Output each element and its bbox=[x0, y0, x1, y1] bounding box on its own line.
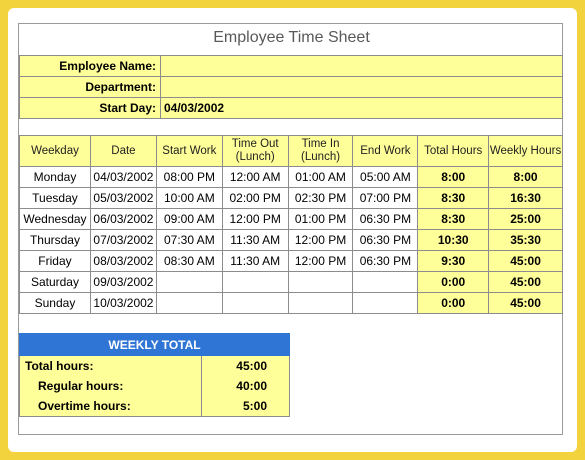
overtime-hours-label: Overtime hours: bbox=[20, 396, 202, 417]
computed-hours-cell: 8:00 bbox=[489, 167, 563, 188]
time-entry-cell[interactable]: 05:00 AM bbox=[353, 167, 418, 188]
time-entry-cell[interactable]: 08:00 PM bbox=[156, 167, 222, 188]
table-cell: Saturday bbox=[20, 272, 91, 293]
time-entry-cell[interactable]: 12:00 PM bbox=[288, 230, 353, 251]
table-cell: Friday bbox=[20, 251, 91, 272]
computed-hours-cell: 9:30 bbox=[418, 251, 489, 272]
time-entry-cell[interactable]: 06:30 PM bbox=[353, 209, 418, 230]
start-day-field[interactable]: 04/03/2002 bbox=[161, 98, 563, 119]
table-cell: 08/03/2002 bbox=[90, 251, 156, 272]
table-cell: 09/03/2002 bbox=[90, 272, 156, 293]
time-entry-cell[interactable] bbox=[222, 272, 288, 293]
overtime-hours-row bbox=[20, 396, 290, 417]
table-row bbox=[20, 251, 563, 272]
computed-hours-cell: 45:00 bbox=[489, 251, 563, 272]
table-row bbox=[20, 209, 563, 230]
start-day-row bbox=[20, 98, 563, 119]
employee-info-table bbox=[19, 55, 563, 119]
time-entry-cell[interactable]: 12:00 PM bbox=[222, 209, 288, 230]
table-cell: Sunday bbox=[20, 293, 91, 314]
time-entry-cell[interactable] bbox=[288, 293, 353, 314]
start-day-label: Start Day: bbox=[20, 98, 161, 119]
total-hours-label: Total hours: bbox=[20, 356, 202, 377]
regular-hours-label: Regular hours: bbox=[20, 376, 202, 396]
time-entry-cell[interactable] bbox=[288, 272, 353, 293]
column-header: Time Out (Lunch) bbox=[222, 136, 288, 167]
time-entry-cell[interactable]: 02:00 PM bbox=[222, 188, 288, 209]
regular-hours-row bbox=[20, 376, 290, 396]
time-entry-cell[interactable] bbox=[222, 293, 288, 314]
time-entry-cell[interactable]: 12:00 AM bbox=[222, 167, 288, 188]
time-entry-cell[interactable] bbox=[156, 272, 222, 293]
computed-hours-cell: 8:30 bbox=[418, 188, 489, 209]
column-header: Start Work bbox=[156, 136, 222, 167]
department-label: Department: bbox=[20, 77, 161, 98]
column-header: Date bbox=[90, 136, 156, 167]
time-entry-cell[interactable]: 07:30 AM bbox=[156, 230, 222, 251]
time-entry-cell[interactable]: 02:30 PM bbox=[288, 188, 353, 209]
time-entry-cell[interactable]: 06:30 PM bbox=[353, 251, 418, 272]
employee-name-field[interactable] bbox=[161, 56, 563, 77]
table-row bbox=[20, 230, 563, 251]
table-cell: 05/03/2002 bbox=[90, 188, 156, 209]
computed-hours-cell: 45:00 bbox=[489, 293, 563, 314]
employee-name-row bbox=[20, 56, 563, 77]
table-cell: 04/03/2002 bbox=[90, 167, 156, 188]
column-header: Weekly Hours bbox=[489, 136, 563, 167]
time-sheet bbox=[18, 23, 563, 435]
total-hours-value: 45:00 bbox=[202, 356, 290, 377]
table-cell: 10/03/2002 bbox=[90, 293, 156, 314]
column-header: Total Hours bbox=[418, 136, 489, 167]
time-entry-cell[interactable] bbox=[353, 293, 418, 314]
table-cell: 07/03/2002 bbox=[90, 230, 156, 251]
regular-hours-value: 40:00 bbox=[202, 376, 290, 396]
table-cell: Wednesday bbox=[20, 209, 91, 230]
computed-hours-cell: 25:00 bbox=[489, 209, 563, 230]
weekly-total-box bbox=[19, 333, 290, 417]
timesheet-header-row bbox=[20, 136, 563, 167]
computed-hours-cell: 0:00 bbox=[418, 272, 489, 293]
timesheet-table bbox=[19, 135, 563, 314]
time-entry-cell[interactable] bbox=[156, 293, 222, 314]
time-entry-cell[interactable]: 11:30 AM bbox=[222, 230, 288, 251]
column-header: Time In (Lunch) bbox=[288, 136, 353, 167]
weekly-total-header bbox=[20, 334, 290, 356]
computed-hours-cell: 8:30 bbox=[418, 209, 489, 230]
computed-hours-cell: 0:00 bbox=[418, 293, 489, 314]
computed-hours-cell: 45:00 bbox=[489, 272, 563, 293]
department-row bbox=[20, 77, 563, 98]
employee-name-label: Employee Name: bbox=[20, 56, 161, 77]
column-header: End Work bbox=[353, 136, 418, 167]
time-entry-cell[interactable]: 08:30 AM bbox=[156, 251, 222, 272]
computed-hours-cell: 8:00 bbox=[418, 167, 489, 188]
table-cell: 06/03/2002 bbox=[90, 209, 156, 230]
table-row bbox=[20, 272, 563, 293]
time-entry-cell[interactable]: 11:30 AM bbox=[222, 251, 288, 272]
table-cell: Tuesday bbox=[20, 188, 91, 209]
table-row bbox=[20, 167, 563, 188]
total-hours-row bbox=[20, 356, 290, 377]
table-cell: Monday bbox=[20, 167, 91, 188]
column-header: Weekday bbox=[20, 136, 91, 167]
time-entry-cell[interactable]: 09:00 AM bbox=[156, 209, 222, 230]
time-entry-cell[interactable]: 06:30 PM bbox=[353, 230, 418, 251]
table-row bbox=[20, 188, 563, 209]
time-entry-cell[interactable]: 01:00 AM bbox=[288, 167, 353, 188]
time-entry-cell[interactable] bbox=[353, 272, 418, 293]
computed-hours-cell: 16:30 bbox=[489, 188, 563, 209]
weekly-total-heading: WEEKLY TOTAL bbox=[20, 334, 290, 356]
time-entry-cell[interactable]: 01:00 PM bbox=[288, 209, 353, 230]
computed-hours-cell: 10:30 bbox=[418, 230, 489, 251]
time-entry-cell[interactable]: 10:00 AM bbox=[156, 188, 222, 209]
time-entry-cell[interactable]: 12:00 PM bbox=[288, 251, 353, 272]
table-cell: Thursday bbox=[20, 230, 91, 251]
computed-hours-cell: 35:30 bbox=[489, 230, 563, 251]
department-field[interactable] bbox=[161, 77, 563, 98]
time-entry-cell[interactable]: 07:00 PM bbox=[353, 188, 418, 209]
sheet-title: Employee Time Sheet bbox=[213, 29, 370, 46]
table-row bbox=[20, 293, 563, 314]
overtime-hours-value: 5:00 bbox=[202, 396, 290, 417]
